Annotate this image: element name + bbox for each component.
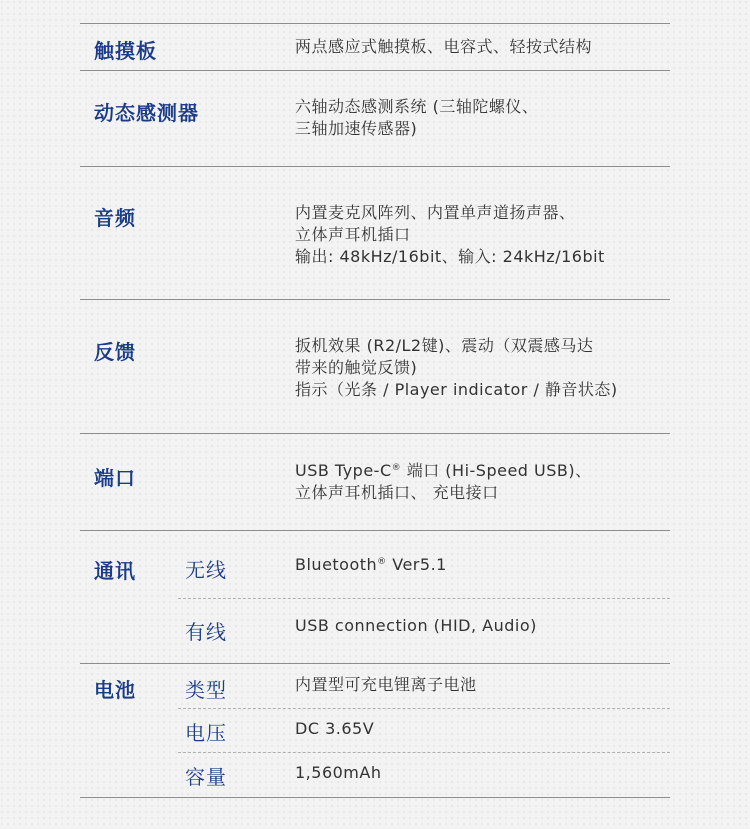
capacity-line: 1,560mAh bbox=[295, 763, 382, 782]
bluetooth-text: Bluetooth bbox=[295, 555, 378, 574]
row-divider bbox=[80, 433, 670, 434]
touchpad-label: 触摸板 bbox=[94, 39, 157, 63]
usb-type-c-text: USB Type-C bbox=[295, 461, 392, 480]
ports-line-rest: 端口 (Hi-Speed USB)、 bbox=[401, 461, 592, 480]
ports-line: 立体声耳机插口、 充电接口 bbox=[295, 483, 499, 502]
ports-value bbox=[295, 460, 675, 504]
wired-label: 有线 bbox=[185, 620, 227, 644]
motion-sensor-value bbox=[295, 96, 675, 140]
sub-row-divider bbox=[178, 598, 670, 599]
battery-type-line: 内置型可充电锂离子电池 bbox=[295, 675, 477, 694]
audio-line: 内置麦克风阵列、内置单声道扬声器、 bbox=[295, 203, 576, 222]
row-divider bbox=[80, 70, 670, 71]
motion-sensor-line: 三轴加速传感器) bbox=[295, 119, 418, 138]
wired-value bbox=[295, 615, 675, 637]
audio-label: 音频 bbox=[94, 206, 136, 230]
registered-mark: ® bbox=[377, 557, 387, 567]
communication-label: 通讯 bbox=[94, 559, 136, 583]
sub-row-divider bbox=[178, 708, 670, 709]
wireless-value bbox=[295, 554, 675, 576]
feedback-line: 扳机效果 (R2/L2键)、震动（双震感马达 bbox=[295, 336, 594, 355]
feedback-line: 带来的触觉反馈) bbox=[295, 358, 418, 377]
row-divider bbox=[80, 23, 670, 24]
capacity-label: 容量 bbox=[185, 765, 227, 789]
wireless-label: 无线 bbox=[185, 558, 227, 582]
motion-sensor-label: 动态感测器 bbox=[94, 101, 199, 125]
audio-line: 输出: 48kHz/16bit、输入: 24kHz/16bit bbox=[295, 247, 605, 266]
touchpad-line: 两点感应式触摸板、电容式、轻按式结构 bbox=[295, 37, 593, 56]
ports-label: 端口 bbox=[94, 466, 136, 490]
touchpad-value bbox=[295, 36, 675, 58]
feedback-label: 反馈 bbox=[94, 340, 136, 364]
capacity-value bbox=[295, 762, 675, 784]
feedback-value bbox=[295, 335, 675, 401]
battery-label: 电池 bbox=[94, 678, 136, 702]
registered-mark: ® bbox=[391, 463, 402, 473]
row-divider bbox=[80, 797, 670, 798]
motion-sensor-line: 六轴动态感测系统 (三轴陀螺仪、 bbox=[295, 97, 539, 116]
wired-line: USB connection (HID, Audio) bbox=[295, 616, 537, 635]
feedback-line: 指示（光条 / Player indicator / 静音状态) bbox=[295, 380, 618, 399]
voltage-line: DC 3.65V bbox=[295, 719, 375, 738]
row-divider bbox=[80, 663, 670, 664]
audio-line: 立体声耳机插口 bbox=[295, 225, 411, 244]
ports-line bbox=[295, 460, 675, 482]
row-divider bbox=[80, 166, 670, 167]
sub-row-divider bbox=[178, 752, 670, 753]
audio-value bbox=[295, 202, 675, 268]
row-divider bbox=[80, 299, 670, 300]
battery-type-label: 类型 bbox=[185, 678, 227, 702]
voltage-value bbox=[295, 718, 675, 740]
voltage-label: 电压 bbox=[185, 721, 227, 745]
row-divider bbox=[80, 530, 670, 531]
battery-type-value bbox=[295, 674, 675, 696]
bluetooth-version: Ver5.1 bbox=[386, 555, 447, 574]
